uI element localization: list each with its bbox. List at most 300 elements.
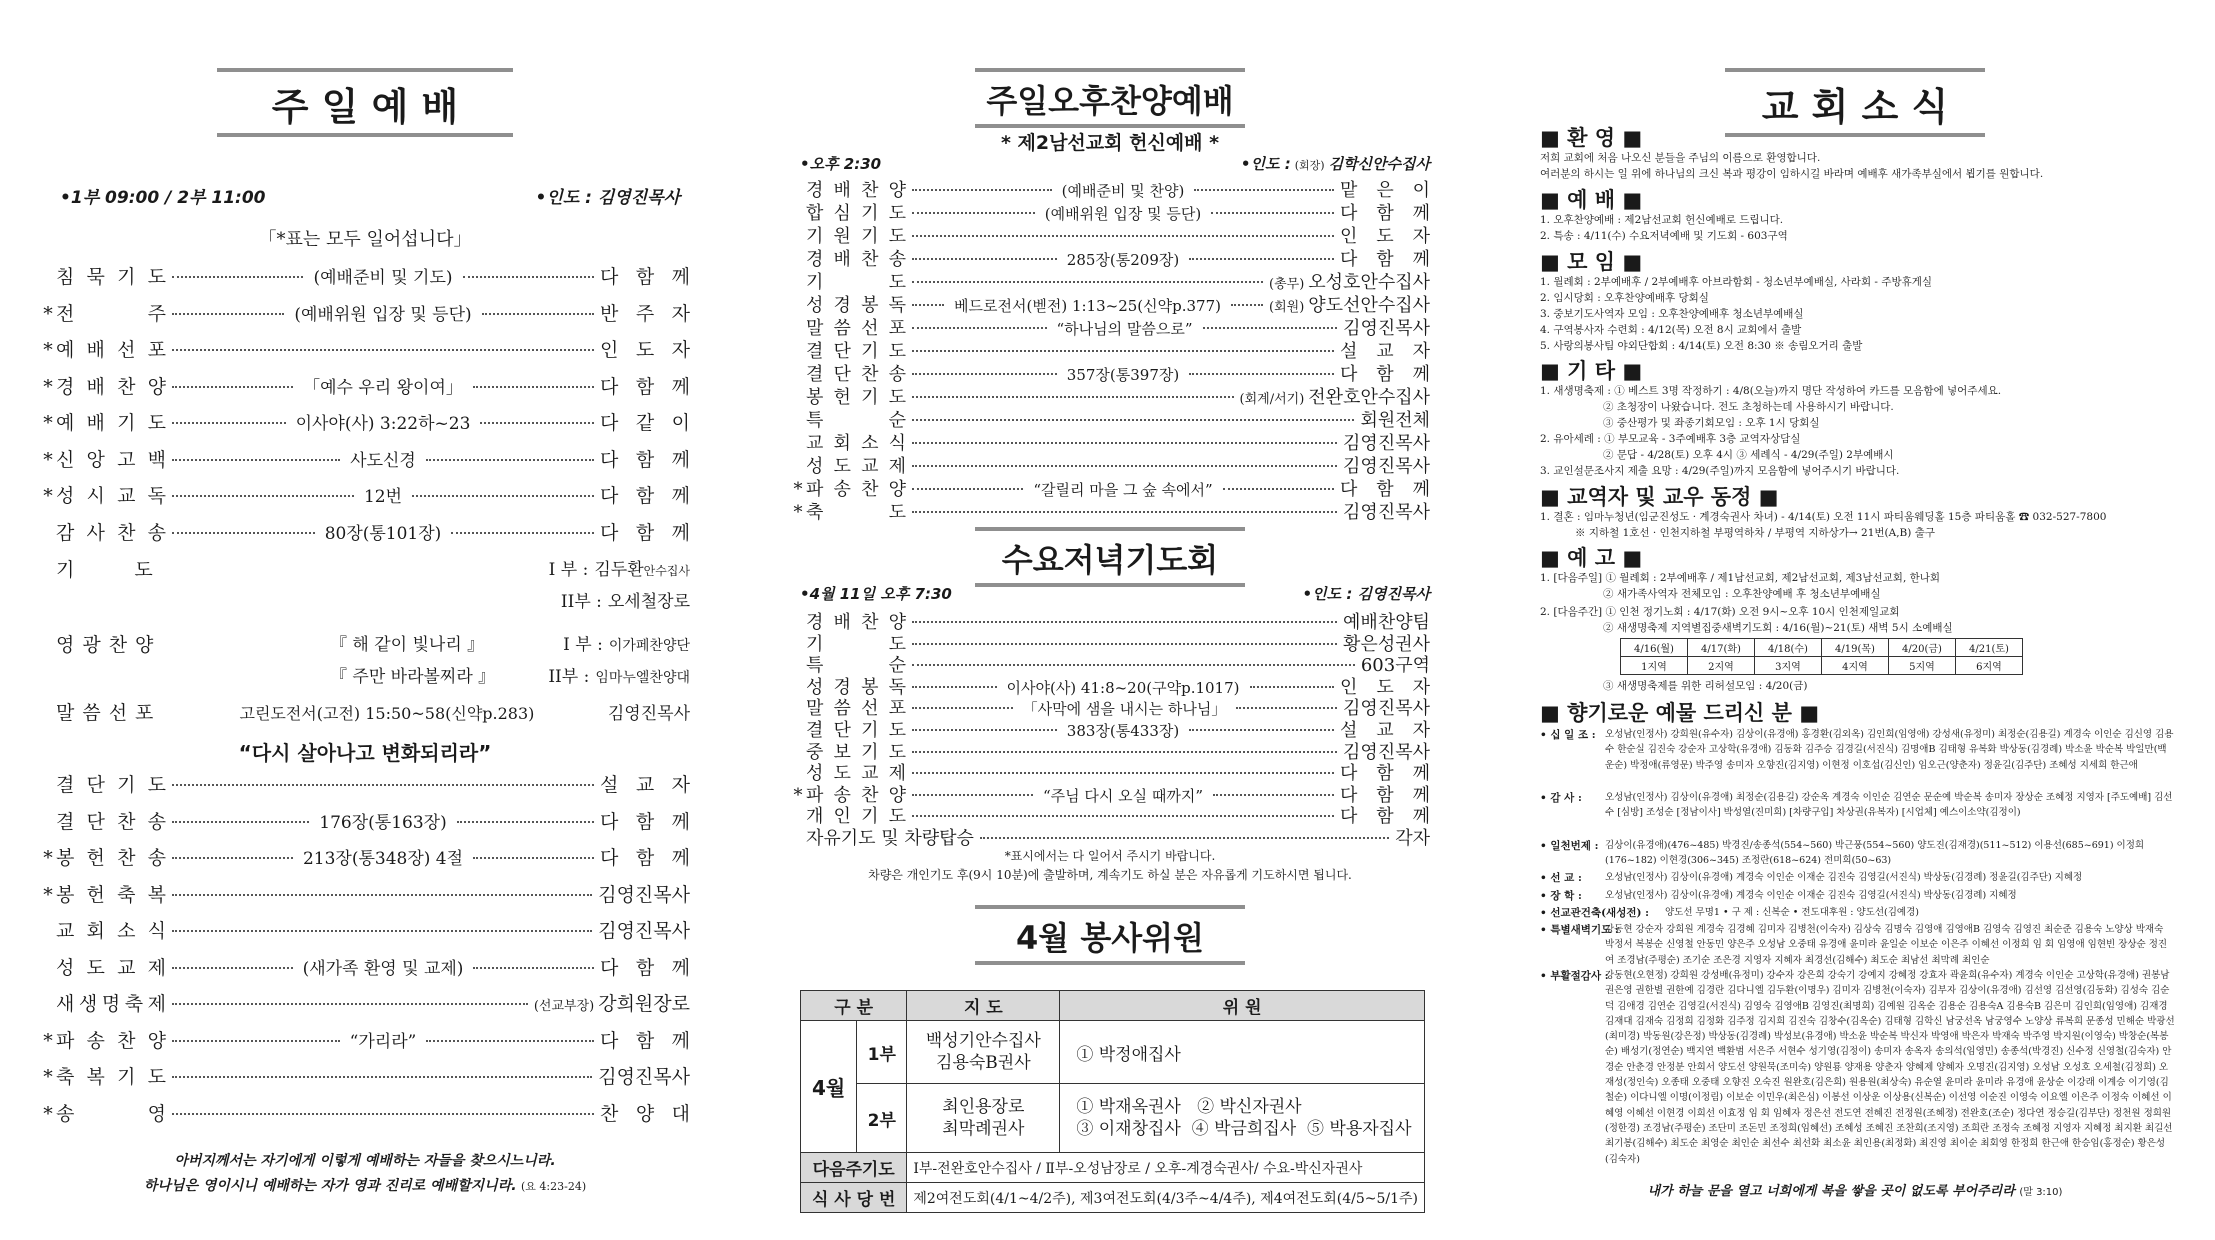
order-row (40, 989, 690, 1016)
leader-dots (912, 686, 997, 688)
order-item-person: 각자 (1395, 828, 1430, 849)
church-news-column (1535, 0, 2175, 1240)
leader-dots (172, 1076, 592, 1078)
wednesday-title: 수요저녁기도회 (1001, 541, 1219, 579)
leader-dots (912, 729, 1057, 731)
order-item-person: 다 함 께 (1340, 763, 1430, 785)
table-header-leader: 지 도 (907, 991, 1060, 1021)
list-item: ③ 중산평가 및 좌종기회모임 : 오후 1시 당회실 (1603, 417, 1820, 429)
meetings-heading: ■ 모 임 ■ (1540, 250, 1643, 274)
order-item-name: 예 배 기 도 (56, 412, 166, 434)
volunteers-table (800, 990, 1425, 1213)
order-item-person: 설 교 자 (1340, 720, 1430, 741)
glory-praise-second: 『 주만 바라볼찌라 』 (330, 667, 496, 687)
preview-line1: 1. [다음주일] ① 월례회 : 2부예배후 / 제1남선교회, 제2남선교회, 제3남선교회, 한나회 (1540, 572, 1941, 584)
order-item-person: 김영진목사 (1343, 456, 1430, 477)
leader-dots (980, 837, 1389, 839)
next-week-prayer-label: 다음주기도 (801, 1153, 907, 1183)
leader-dots (172, 459, 340, 461)
order-item-person: 다 함 께 (1340, 806, 1430, 828)
order-item-name: 교 회 소 식 (806, 433, 906, 454)
order-item-detail: (예배위원 입장 및 등단) (1044, 205, 1202, 223)
leader-dots (912, 815, 1334, 817)
order-item-name: 결 단 찬 송 (806, 364, 906, 385)
order-item-name: 경 배 찬 양 (806, 612, 906, 633)
title-bar-top (217, 68, 513, 72)
order-item-person: 양도선안수집사 (1308, 295, 1431, 316)
offering-category: • 장 학 : (1540, 890, 1582, 902)
next-week-prayer-value: Ⅰ부-전완호안수집사 / Ⅱ부-오성남장로 / 오후-계경숙권사/ 수요-박신자권사 (907, 1153, 1425, 1183)
order-item-detail: 사도신경 (350, 450, 416, 471)
order-row (40, 335, 690, 362)
order-item-detail: 「사막에 샘을 내시는 하나님」 (1022, 700, 1227, 719)
title-bar-bottom (975, 961, 1245, 965)
table-row (801, 1183, 1425, 1213)
leader-dots (473, 967, 594, 969)
order-item-name: 기 도 (806, 272, 906, 293)
closing-verse-line2: 하나님은 영이시니 예배하는 자가 영과 진리로 예배할지니라. (요 4:23-24) (143, 1178, 587, 1194)
order-item-name: 신 앙 고 백 (56, 448, 166, 471)
leader-dots (482, 313, 594, 315)
order-item-name: 중 보 기 도 (806, 741, 906, 763)
order-item-person: 다 같 이 (600, 412, 690, 434)
leader-dots (912, 327, 1047, 329)
wednesday-title-box (975, 527, 1245, 587)
offering-names: 오성남(인정사) 김상이(유경애) 계경숙 이인순 이재순 김진숙 김영길(서진식) 박상동(김경례) 지혜정 (1605, 890, 2017, 901)
leader-dots (912, 350, 1334, 352)
leader-dots (1213, 794, 1334, 796)
order-item-person: 다 함 께 (1340, 479, 1430, 500)
leader-dots (912, 794, 1033, 796)
order-item-detail: 12번 (363, 487, 403, 507)
table-row (801, 1084, 1425, 1153)
leader-dots (172, 1003, 528, 1005)
order-item-person: 맡 은 이 (1340, 180, 1430, 201)
table-header-division: 구 분 (801, 991, 907, 1021)
title-bar-bottom (1725, 133, 1985, 137)
order-row (40, 770, 690, 797)
order-item-detail: 357장(통397장) (1066, 366, 1180, 384)
leader-dots (172, 386, 293, 388)
leader-dots (172, 276, 303, 278)
standing-mark: * (793, 784, 803, 806)
order-item-name: 경 배 찬 송 (806, 249, 906, 270)
standing-mark: * (43, 485, 53, 507)
church-news-title-box (1725, 68, 1985, 137)
order-item-person: 김영진목사 (1343, 433, 1430, 454)
leader-dots (912, 419, 1354, 421)
glory-praise-label: 영광찬양 (56, 634, 162, 656)
order-item-name: 파 송 찬 양 (806, 784, 906, 806)
order-item-person: 김영진목사 (1343, 741, 1430, 763)
leader-dots (912, 511, 1337, 513)
leader-dots (912, 442, 1337, 444)
order-item-name: 성 도 교 제 (806, 763, 906, 785)
leader-dots (1250, 686, 1335, 688)
leader-dots (912, 304, 944, 306)
other-heading: ■ 기 타 ■ (1540, 359, 1643, 383)
standing-mark: * (43, 1102, 53, 1125)
prayer-first-service: I 부 : 김두환 안수집사 (548, 560, 690, 580)
volunteers-title-box (975, 905, 1245, 965)
service-leader: •인도 : 김영진목사 (535, 188, 680, 208)
offering-category: • 선교관건축(새성전) : (1540, 907, 1649, 919)
title-bar-top (975, 68, 1245, 72)
preview-line2b: ② 새생명축제 지역별집중새벽기도회 : 4/16(월)~21(토) 새벽 5시 소예배실 (1603, 622, 1953, 634)
leader-dots (912, 621, 1337, 623)
standing-mark: * (793, 479, 803, 500)
order-item-person: 김영진목사 (598, 1066, 690, 1088)
leader-dots (480, 422, 594, 424)
schedule-area: 5지역 (1889, 657, 1956, 675)
leader-dots (1189, 373, 1334, 375)
leader-dots (172, 894, 592, 896)
schedule-date: 4/18(수) (1755, 639, 1822, 657)
table-row (801, 1021, 1425, 1084)
order-row (40, 481, 690, 508)
afternoon-worship-title-box (975, 68, 1245, 128)
sunday-worship-title-box (217, 68, 513, 137)
order-row (40, 518, 690, 545)
offering-category: • 일천번제 : (1540, 840, 1599, 852)
leader-dots (172, 821, 309, 823)
table-part1-members: ① 박정애집사 (1060, 1021, 1425, 1084)
order-item-name: 특 순 (806, 655, 906, 677)
standing-mark: * (43, 1066, 53, 1088)
order-item-note: (선교부장) (533, 999, 595, 1014)
table-part2-leaders: 최인용장로 최막례권사 (907, 1084, 1060, 1153)
service-time: •1부 09:00 / 2부 11:00 (60, 188, 266, 208)
order-item-detail: “주님 다시 오실 때까지” (1042, 786, 1204, 805)
staff-news-line1: 1. 결혼 : 임마누청년(임군진성도 · 계경숙권사 차녀) - 4/14(토) 오전 11시 파티움웨딩홀 15층 파티움홀 ☎ 032-527-7800 (1540, 511, 2107, 523)
meal-duty-value: 제2여전도회(4/1~4/2주), 제3여전도회(4/3주~4/4주), 제4여전도회(4/5~5/1주) (907, 1183, 1425, 1213)
leader-dots (473, 857, 594, 859)
order-item-name: 송 영 (56, 1102, 166, 1125)
leader-dots (912, 373, 1057, 375)
schedule-area: 3지역 (1755, 657, 1822, 675)
leader-dots (912, 281, 1263, 283)
order-item-person: 오성호안수집사 (1308, 272, 1430, 293)
schedule-area: 2지역 (1688, 657, 1755, 675)
wednesday-footnote1: *표시에서는 다 일어서 주시기 바랍니다. (1004, 849, 1216, 863)
order-item-person: 반 주 자 (600, 302, 690, 325)
order-row (40, 1062, 690, 1089)
title-bar-top (975, 527, 1245, 531)
schedule-date: 4/17(화) (1688, 639, 1755, 657)
preview-line2c: ③ 새생명축제를 위한 리허설모임 : 4/20(금) (1603, 680, 1808, 692)
order-item-name: 기 원 기 도 (806, 226, 906, 247)
order-item-name: 경 배 찬 양 (56, 375, 166, 398)
worship-heading: ■ 예 배 ■ (1540, 188, 1643, 212)
leader-dots (457, 821, 594, 823)
offering-names: 강동현(오현정) 강희원 강성배(유정미) 강수자 강은희 강숙기 강예지 강혜정 강효자 곽윤희(유수자) 계경숙 이인순 고상학(유경애) 권봉남 권은영 권한별 권한예 김경란 김다니엘 김두환(이명우) 김미자 김병천(이숙자) 김부자 김상이(유경애) 김선영 김선영(김동화) 김성숙 김순덕 김애경 김연순 김영길(서진식) 김영숙 김영애B 김영진(최명희) 김예원 김옥순 김용순 김용숙A 김용숙B 김은미 김인희(임영애) 김재경 김재대 김재숙 김정희 김정화 김주정 김지희 김진숙 김창수(김옥순) 김태형 김학신 남궁선옥 남궁영수 노양상 류복희 문종성 민해순 박광선(최미경) 박동원(강은정) 박상동(김경례) 박성보(유경애) 박소윤 박순복 박신자 박영애 박은자 박재숙 박주영 박지원(이영숙) 박창순(복봉순) 배성기(정연순) 백지연 백환범 서은주 서현수 성기영(김정이) 송미자 송옥자 송의석(임영민) 송종석(박경진) 신수정 신영철(김숙자) 안경순 안춘경 안정분 안희서 양도선 양원묵(조미숙) 양원룡 양재용 양춘자 양혜제 양혜자 오명진(김지영) 오성남 오성호 오세철(김정희) 오재성(정인숙) 오종태 오중태 오향진 오숙진 원완호(김은희) 원용원(최상숙) 유순열 윤미라 윤미라 유경애 윤상순 이강래 이계승 이기영(김철순) 이다니엘 이명(이정림) 이보순 이민우(최은심) 이봉선 이상운 이상용(신복순) 이선영 이순진 이영숙 이요엘 이은주 이정숙 이혜선 이혜영 이혜선 이현경 이희선 이효정 임 회 임혜자 정은선 전도연 전혜진 전정원(조혜정) 전완호(조순) 정다연 정승길(김부단) 정천원 정희원(정한경) 조경남(주평순) 조단미 조돈민 조정희(임혜선) 조혜성 조혜진 조찬희(조지영) 조희란 조정숙 조혜정 지영자 지혜정 최지환 최길선 최기봉(김해수) 최도순 최영순 최인순 최선수 최선화 최소윤 최인용(최정화) 최진영 최이순 최회영 한정희 한근애 한승임(홍정순) 황은성(김숙자) (1605, 970, 2175, 1165)
offering-names: 오성남(인정사) 김상이(유경애) 최정순(김용길) 강순옥 계경숙 이인순 김연순 문순예 박순복 송미자 장상순 조혜정 지영자 [주도예배] 김선수 [심방] 조성순 [정남이사] 박성열(진미희) [차량구입] 차상권(유복자) [시업체] 예스이소약(김정이) (1605, 792, 2173, 819)
staff-news-heading: ■ 교역자 및 교우 동정 ■ (1540, 485, 1779, 509)
order-item-detail: (예배준비 및 찬양) (1061, 182, 1185, 200)
table-row (801, 1153, 1425, 1183)
leader-dots (912, 465, 1337, 467)
offering-names: 강동현 강순자 강희원 계경숙 김경혜 김미자 김병천(이숙자) 김상숙 김명숙 김영애 김영애B 김영숙 김영진 최순준 김용숙 노양상 박재숙 박정서 복봉순 신영철 안동민 양은주 오성남 오중태 유경애 윤미라 윤일순 이보순 이은주 이혜선 이정희 임 회 임영애 임현빈 장상순 정진여 조경남(주평순) 조기순 조은경 지영자 지혜자 최경선(김해수) 최도순 최남선 최막례 최인순 (1605, 924, 2168, 966)
wednesday-time: •4월 11일 오후 7:30 (800, 585, 952, 603)
sermon-title: “다시 살아나고 변화되리라” (238, 741, 492, 765)
leader-dots (912, 189, 1052, 191)
order-item-name: 결 단 찬 송 (56, 810, 166, 833)
order-row (40, 262, 690, 289)
order-item-detail: 285장(통209장) (1066, 251, 1180, 269)
afternoon-worship-title: 주일오후찬양예배 (986, 82, 1234, 120)
order-item-name: 축 도 (806, 502, 906, 523)
leader-dots (172, 495, 354, 497)
order-item-person: 김영진목사 (598, 883, 690, 906)
order-item-name: 특 순 (806, 410, 906, 431)
order-row (40, 372, 690, 399)
order-item-detail: (예배준비 및 기도) (313, 268, 453, 288)
order-item-person: 인 도 자 (1340, 676, 1430, 698)
meal-duty-label: 식 사 당 번 (801, 1183, 907, 1213)
offering-names: 김상이(유경애)(476~485) 박경진/송종석(554~560) 박근풍(554~560) 양도진(김재경)(511~512) 이용선(685~691) 이정희(176~182) 이현경(306~345) 조정란(618~624) 전미희(50~63) (1605, 840, 2145, 867)
leader-dots (912, 212, 1035, 214)
leader-dots (1236, 707, 1337, 709)
order-item-person: 전완호안수집사 (1308, 387, 1430, 408)
title-bar-bottom (217, 133, 513, 137)
order-item-name: 봉 헌 기 도 (806, 387, 906, 408)
order-item-name: 기 도 (806, 633, 906, 655)
order-item-name: 성 도 교 제 (56, 956, 166, 979)
leader-dots (451, 532, 594, 534)
order-item-name: 봉 헌 축 복 (56, 883, 166, 906)
order-item-person: 603구역 (1360, 655, 1430, 677)
order-item-name: 교 회 소 식 (56, 920, 166, 942)
title-bar-top (975, 905, 1245, 909)
leader-dots (1203, 327, 1338, 329)
order-item-person: 김영진목사 (1343, 318, 1431, 339)
order-item-name: 결 단 기 도 (56, 774, 166, 796)
order-item-name: 합 심 기 도 (806, 203, 906, 224)
leader-dots (912, 235, 1334, 237)
standing-mark: * (43, 883, 53, 906)
order-item-person: 다 함 께 (600, 485, 690, 507)
title-bar-bottom (975, 583, 1245, 587)
order-item-detail: (예배위원 입장 및 등단) (294, 304, 472, 325)
leader-dots (1189, 729, 1334, 731)
word-reference: 고린도전서(고전) 15:50~58(신약p.283) (239, 704, 535, 723)
bottom-verse: 내가 하늘 문을 열고 너희에게 복을 쌓을 곳이 없도록 부어주리라 (말 3:10) (1647, 1184, 2063, 1199)
order-item-detail: “하나님의 말씀으로” (1056, 320, 1193, 338)
glory-praise-first: 『 해 같이 빛나리 』 (330, 635, 485, 655)
order-item-person: 다 함 께 (1340, 784, 1430, 806)
list-item: 3. 교인설문조사지 제출 요망 : 4/29(주일)까지 모음함에 넣어주시기 바랍니다. (1540, 465, 1900, 477)
order-row (40, 1099, 690, 1126)
order-item-detail: “갈릴리 마을 그 숲 속에서” (1033, 481, 1213, 499)
leader-dots (1223, 488, 1334, 490)
standing-mark: * (43, 375, 53, 398)
order-item-person: 다 함 께 (1340, 364, 1430, 385)
order-item-person: 다 함 께 (600, 810, 690, 833)
leader-dots (912, 772, 1334, 774)
order-item-person: 김영진목사 (598, 920, 690, 942)
order-item-person: 다 함 께 (1340, 249, 1430, 270)
leader-dots (912, 643, 1337, 645)
offering-names: 양도선 무명1 • 구 제 : 신복순 • 전도대후원 : 양도선(김예경) (1665, 907, 1919, 918)
schedule-date: 4/20(금) (1889, 639, 1956, 657)
order-item-name: 침 묵 기 도 (56, 266, 166, 288)
order-item-person: 다 함 께 (600, 847, 690, 869)
order-item-name: 성 시 교 독 (56, 485, 166, 507)
order-item-name: 개 인 기 도 (806, 806, 906, 828)
order-item-name: 파 송 찬 양 (56, 1029, 166, 1052)
leader-dots (172, 422, 286, 424)
order-item-person: 다 함 께 (600, 266, 690, 288)
order-row (40, 1026, 690, 1053)
leader-dots (1231, 304, 1263, 306)
order-row (40, 408, 690, 435)
leader-dots (172, 313, 284, 315)
prayer-second-service: II부 : 오세철장로 (560, 592, 690, 612)
leader-dots (172, 1113, 594, 1115)
standing-mark: * (43, 1029, 53, 1052)
order-item-person: 인 도 자 (1340, 226, 1430, 247)
order-item-person: 다 함 께 (1340, 203, 1430, 224)
order-item-name: 감 사 찬 송 (56, 521, 166, 544)
sunday-worship-column (40, 0, 690, 1240)
table-part1-leaders: 백성기안수집사 김용숙B권사 (907, 1021, 1060, 1084)
order-item-person: 다 함 께 (600, 375, 690, 398)
offering-names: 오성남(인정사) 강희원(유수자) 김상이(유경애) 홍경환(김외옥) 김인희(임영애) 강성새(유정미) 최정순(김용길) 계경숙 이인순 김신영 김용수 한순실 김진숙 강순자 고상학(유경애) 김동화 김주승 김경길(서진식) 김명애B 김태형 유복화 박상동(김경례) 박소윤 박순복 박일만(백운순) 박정애(류영문) 박주영 송미자 오향진(김지영) 이현정 이호섭(김신인) 임오근(양춘자) 정윤길(김주단) 조혜성 지세희 한근애 (1605, 729, 2174, 771)
church-news-title: 교 회 소 식 (1761, 85, 1949, 129)
order-item-detail: 176장(통163장) (319, 812, 447, 833)
glory-praise-second-choir: II부 : 임마누엘찬양대 (548, 667, 690, 687)
order-item-name: 자유기도 및 차량탑승 (806, 828, 974, 849)
order-item-note: (회계/서기) (1239, 392, 1305, 407)
order-item-name: 축 복 기 도 (56, 1066, 166, 1088)
list-item: 5. 사랑의봉사팀 야외단합회 : 4/14(토) 오전 8:30 ※ 송림오거리 출발 (1540, 340, 1863, 352)
order-item-name: 말 씀 선 포 (806, 318, 906, 339)
order-item-note: (회원) (1269, 300, 1305, 315)
order-item-note: (총무) (1269, 277, 1305, 292)
offering-category: • 십 일 조 : (1540, 729, 1596, 741)
order-item-name: 새 생 명 축 제 (56, 993, 166, 1015)
order-row (40, 807, 690, 834)
list-item: 2. 유아세례 : ① 부모교육 - 3주예배후 3층 교역자상담실 (1540, 433, 1801, 445)
leader-dots (912, 751, 1337, 753)
standing-mark: * (43, 847, 53, 869)
order-row (790, 498, 1430, 524)
closing-verse-line1: 아버지께서는 자기에게 이렇게 예배하는 자들을 찾으시느니라. (174, 1153, 556, 1169)
leader-dots (463, 276, 594, 278)
table-part2-members: ① 박재옥권사 ② 박신자권사 ③ 이재창집사 ④ 박금희집사 ⑤ 박용자집사 (1060, 1084, 1425, 1153)
order-item-person: 인 도 자 (600, 339, 690, 361)
offering-category: • 특별새벽기도 : (1540, 924, 1619, 936)
order-item-person: 다 함 께 (600, 956, 690, 979)
order-item-name: 성 경 봉 독 (806, 295, 906, 316)
offering-category: • 감 사 : (1540, 792, 1582, 804)
schedule-date: 4/16(월) (1621, 639, 1688, 657)
order-row (40, 880, 690, 907)
order-item-name: 파 송 찬 양 (806, 479, 906, 500)
afternoon-time: •오후 2:30 (800, 155, 882, 173)
list-item: ② 문답 - 4/28(토) 오후 4시 ③ 세례식 - 4/29(주일) 2부예배시 (1603, 449, 1894, 461)
order-item-person: 강희원장로 (598, 993, 690, 1015)
standing-mark: * (793, 502, 803, 523)
table-month: 4월 (801, 1021, 857, 1153)
leader-dots (426, 1040, 594, 1042)
table-part2: 2부 (857, 1084, 907, 1153)
order-item-person: 다 함 께 (600, 521, 690, 544)
order-item-detail: 이사야(사) 41:8~20(구약p.1017) (1006, 678, 1240, 697)
order-item-name: 경 배 찬 양 (806, 180, 906, 201)
order-item-name: 말 씀 선 포 (806, 698, 906, 720)
glory-praise-first-choir: I 부 : 이가페찬양단 (563, 635, 690, 655)
list-item: 1. 월례회 : 2부예배후 / 2부예배후 아브라함회 - 청소년부예배실, 사라회 - 주방휴게실 (1540, 276, 1933, 288)
list-item: 3. 중보기도사역자 모임 : 오후찬양예배후 청소년부예배실 (1540, 308, 1804, 320)
volunteers-title: 4월 봉사위원 (1016, 919, 1204, 957)
order-item-person: 설 교 자 (600, 774, 690, 796)
leader-dots (473, 386, 594, 388)
leader-dots (1211, 212, 1334, 214)
preview-heading: ■ 예 고 ■ (1540, 546, 1643, 570)
leader-dots (912, 396, 1234, 398)
worship-line2: 2. 특송 : 4/11(수) 수요저녁예배 및 기도회 - 603구역 (1540, 230, 1788, 242)
staff-news-line2: ※ 지하철 1호선 · 인천지하철 부평역하차 / 부평역 지하상가→ 21번(A,B) 출구 (1575, 527, 1935, 539)
order-row (40, 299, 690, 326)
list-item: 4. 구역봉사자 수련회 : 4/12(목) 오전 8시 교회에서 출발 (1540, 324, 1802, 336)
schedule-areas-row (1621, 657, 2023, 675)
title-bar-top (1725, 68, 1985, 72)
offering-names: 오성남(인정사) 김상이(유경애) 계경숙 이인순 이재순 김진숙 김영길(서진식) 박상동(김경례) 정윤길(김주단) 지혜정 (1605, 872, 2083, 883)
word-label: 말씀선포 (56, 702, 162, 724)
order-item-person: 회원전체 (1360, 410, 1430, 431)
standing-notice: 「*표는 모두 일어섭니다」 (258, 229, 472, 250)
list-item: ② 초청장이 나왔습니다. 전도 초청하는데 사용하시기 바랍니다. (1603, 401, 1894, 413)
order-item-person: 김영진목사 (1343, 698, 1430, 720)
order-item-detail: 383장(통433장) (1066, 722, 1180, 740)
order-item-person: 김영진목사 (1343, 502, 1430, 523)
order-item-name: 결 단 기 도 (806, 720, 906, 741)
order-item-name: 성 도 교 제 (806, 456, 906, 477)
leader-dots (172, 784, 594, 786)
offering-heading: ■ 향기로운 예물 드리신 분 ■ (1540, 701, 1820, 725)
schedule-dates-row (1621, 639, 2023, 657)
table-header-members: 위 원 (1060, 991, 1425, 1021)
leader-dots (172, 1040, 340, 1042)
schedule-date: 4/21(토) (1956, 639, 2023, 657)
sunday-worship-title: 주 일 예 배 (271, 85, 459, 129)
order-row (40, 916, 690, 943)
word-row (40, 698, 690, 725)
standing-mark: * (43, 302, 53, 325)
order-item-detail: 이사야(사) 3:22하~23 (295, 414, 471, 434)
order-item-detail: “가리라” (349, 1031, 417, 1052)
leader-dots (912, 488, 1023, 490)
afternoon-worship-column (790, 0, 1430, 1240)
wednesday-footnote2: 차량은 개인기도 후(9시 10분)에 출발하며, 계속기도 하실 분은 자유롭게 기도하시면 됩니다. (868, 868, 1352, 882)
order-row (40, 843, 690, 870)
leader-dots (1189, 258, 1334, 260)
order-item-person: 다 함 께 (600, 1029, 690, 1052)
leader-dots (412, 495, 594, 497)
leader-dots (1194, 189, 1334, 191)
afternoon-subtitle: * 제2남선교회 헌신예배 * (1000, 132, 1220, 154)
welcome-line1: 저희 교회에 처음 나오신 분들을 주님의 이름으로 환영합니다. (1540, 152, 1821, 164)
order-item-person: 찬 양 대 (600, 1102, 690, 1125)
wednesday-leader: •인도 : 김영진목사 (1302, 585, 1430, 603)
offering-category: • 부활절감사 : (1540, 970, 1609, 982)
leader-dots (172, 857, 293, 859)
leader-dots (912, 258, 1057, 260)
table-part1: 1부 (857, 1021, 907, 1084)
order-item-name: 봉 헌 찬 송 (56, 847, 166, 869)
standing-mark: * (43, 339, 53, 361)
